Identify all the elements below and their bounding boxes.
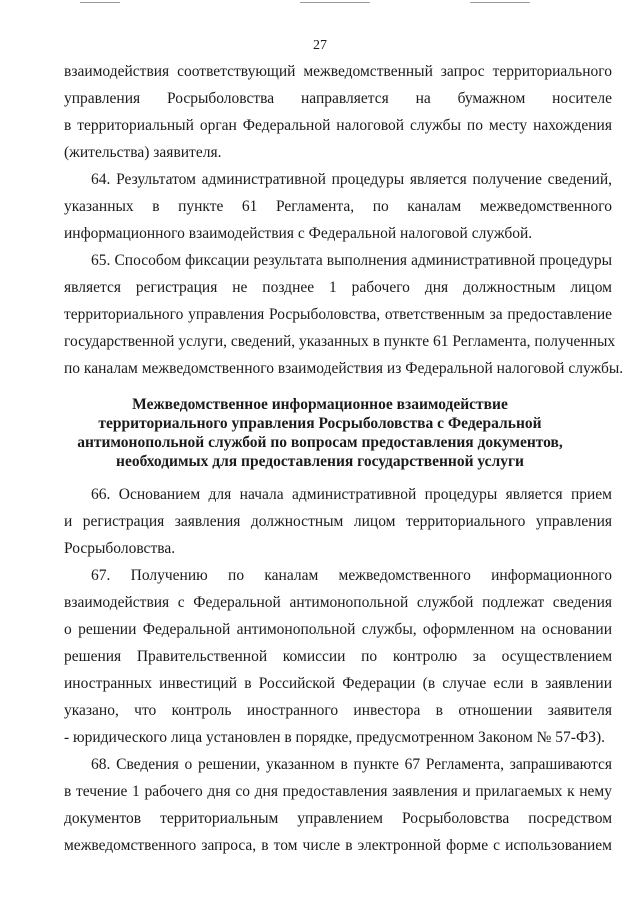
paragraph-66-line: 66. Основанием для начала административной процедуры является прием [91,486,612,503]
text-line: является регистрация не позднее 1 рабочего дня должностным лицом [64,279,612,296]
text-line: территориального управления Росрыболовства, ответственным за предоставление [64,306,612,323]
section-heading-line: необходимых для предоставления государственной услуги [116,453,524,470]
paragraph-68-line: 68. Сведения о решении, указанном в пункте 67 Регламента, запрашиваются [91,756,612,773]
text-line: взаимодействия соответствующий межведомственный запрос территориального [64,63,612,80]
section-heading-line: антимонопольной службой по вопросам предоставления документов, [77,434,563,451]
text-line: информационного взаимодействия с Федеральной налоговой службой. [64,225,533,242]
text-line: - юридического лица установлен в порядке, предусмотренном Законом № 57-ФЗ). [64,729,606,746]
text-line: межведомственного запроса, в том числе в электронной форме с использованием [64,837,612,854]
text-line: Росрыболовства. [64,540,176,557]
section-heading-line: территориального управления Росрыболовства с Федеральной [98,415,542,432]
paragraph-67-line: 67. Получению по каналам межведомственного информационного [91,567,612,584]
text-line: о решении Федеральной антимонопольной службы, оформленном на основании [64,621,612,638]
scan-edge-mark [80,2,120,3]
page-number: 27 [313,38,327,53]
text-line: взаимодействия с Федеральной антимонопольной службой подлежат сведения [64,594,612,611]
text-line: и регистрация заявления должностным лицом территориального управления [64,513,612,530]
text-line: документов территориальным управлением Росрыболовства посредством [64,810,612,827]
text-line: указано, что контроль иностранного инвестора в отношении заявителя [64,702,612,719]
text-line: государственной услуги, сведений, указанных в пункте 61 Регламента, полученных [64,333,616,350]
text-line: управления Росрыболовства направляется на бумажном носителе [64,90,612,107]
paragraph-64-line: 64. Результатом административной процедуры является получение сведений, [91,171,612,188]
text-line: в течение 1 рабочего дня со дня предоставления заявления и прилагаемых к нему [64,783,612,800]
text-line: в территориальный орган Федеральной налоговой службы по месту нахождения [64,117,612,134]
section-heading-line: Межведомственное информационное взаимодействие [132,396,508,413]
scan-edge-mark [300,2,370,3]
text-line: решения Правительственной комиссии по контролю за осуществлением [64,648,612,665]
scan-edge-mark [470,2,530,3]
paragraph-65-line: 65. Способом фиксации результата выполнения административной процедуры [91,252,612,269]
text-line: иностранных инвестиций в Российской Федерации (в случае если в заявлении [64,675,612,692]
text-line: указанных в пункте 61 Регламента, по каналам межведомственного [64,198,612,215]
text-line: (жительства) заявителя. [64,144,222,161]
text-line: по каналам межведомственного взаимодействия из Федеральной налоговой службы. [64,360,624,377]
